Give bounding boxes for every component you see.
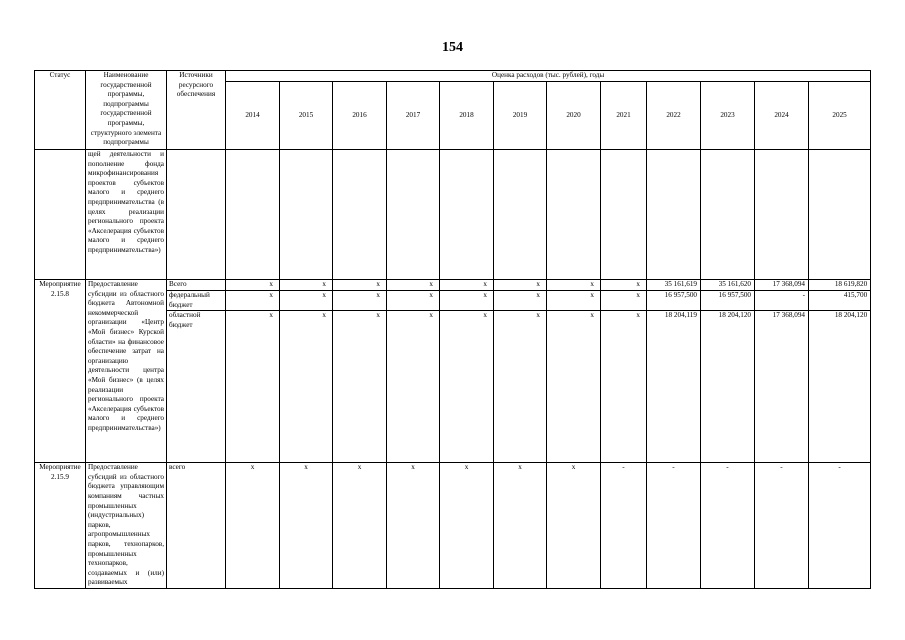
value-cell: x	[387, 311, 440, 463]
value-cell: x	[280, 311, 333, 463]
year-2016: 2016	[333, 82, 387, 150]
value-cell: 18 204,120	[701, 311, 755, 463]
value-cell	[809, 150, 871, 280]
value-cell: 16 957,500	[647, 291, 701, 311]
value-cell: -	[701, 463, 755, 589]
value-cell	[494, 150, 547, 280]
value-cell	[701, 150, 755, 280]
year-2015: 2015	[280, 82, 333, 150]
header-status: Статус	[35, 71, 86, 150]
value-cell: x	[226, 463, 280, 589]
value-cell: x	[601, 280, 647, 291]
year-2018: 2018	[440, 82, 494, 150]
value-cell: x	[387, 463, 440, 589]
value-cell: 18 619,820	[809, 280, 871, 291]
value-cell: x	[547, 280, 601, 291]
year-2020: 2020	[547, 82, 601, 150]
value-cell: x	[547, 311, 601, 463]
value-cell	[387, 150, 440, 280]
page-number: 154	[442, 40, 463, 55]
value-cell: x	[440, 291, 494, 311]
header-source: Источники ресурсного обеспечения	[167, 71, 226, 150]
source-cell: Всего	[167, 280, 226, 291]
value-cell: 35 161,619	[647, 280, 701, 291]
value-cell	[280, 150, 333, 280]
status-cell: Мероприятие 2.15.9	[35, 463, 86, 589]
value-cell: x	[547, 463, 601, 589]
value-cell: -	[755, 291, 809, 311]
value-cell: 18 204,120	[809, 311, 871, 463]
value-cell: x	[494, 291, 547, 311]
status-cell: Мероприятие 2.15.8	[35, 280, 86, 463]
value-cell: 18 204,119	[647, 311, 701, 463]
value-cell: x	[494, 463, 547, 589]
header-name: Наименование государственной программы, подпрограммы государственной программы, структурного элемента подпрограммы	[86, 71, 167, 150]
value-cell: -	[647, 463, 701, 589]
table-row	[35, 150, 871, 280]
value-cell: x	[440, 463, 494, 589]
value-cell: 17 368,094	[755, 311, 809, 463]
value-cell: x	[601, 291, 647, 311]
value-cell: 415,700	[809, 291, 871, 311]
year-2021: 2021	[601, 82, 647, 150]
source-cell	[167, 150, 226, 280]
value-cell: 35 161,620	[701, 280, 755, 291]
value-cell: 16 957,500	[701, 291, 755, 311]
value-cell: -	[601, 463, 647, 589]
value-cell: x	[387, 280, 440, 291]
value-cell	[226, 150, 280, 280]
value-cell: x	[601, 311, 647, 463]
expense-table	[34, 70, 871, 589]
value-cell	[647, 150, 701, 280]
value-cell: x	[280, 463, 333, 589]
value-cell: x	[280, 280, 333, 291]
source-cell: федеральный бюджет	[167, 291, 226, 311]
value-cell: -	[809, 463, 871, 589]
value-cell: x	[333, 291, 387, 311]
value-cell	[755, 150, 809, 280]
value-cell: -	[755, 463, 809, 589]
value-cell: x	[494, 311, 547, 463]
value-cell	[440, 150, 494, 280]
value-cell: x	[333, 311, 387, 463]
value-cell: x	[440, 311, 494, 463]
value-cell	[547, 150, 601, 280]
value-cell: x	[440, 280, 494, 291]
value-cell: x	[547, 291, 601, 311]
value-cell: x	[226, 280, 280, 291]
table-row	[35, 463, 871, 589]
value-cell: x	[494, 280, 547, 291]
year-2019: 2019	[494, 82, 547, 150]
table-row	[35, 280, 871, 291]
status-cell	[35, 150, 86, 280]
year-2022: 2022	[647, 82, 701, 150]
name-cell: Предоставление субсидии из областного бюджета Автономной некоммерческой организации «Центр «Мой бизнес» Курской области» на финансовое обеспечение затрат на организацию деятельности центра «Мой бизнес» (в целях реализации регионального проекта «Акселерация субъектов малого и среднего предпринимательства»)	[86, 280, 167, 463]
source-cell: областной бюджет	[167, 311, 226, 463]
name-cell: Предоставление субсидий из областного бюджета управляющим компаниям частных промышленных (индустриальных) парков, агропромышленных парков, технопарков, промышленных технопарков, создаваемых и (или) развиваемых	[86, 463, 167, 589]
value-cell	[601, 150, 647, 280]
year-2023: 2023	[701, 82, 755, 150]
value-cell: x	[280, 291, 333, 311]
name-cell: щей деятельности и пополнение фонда микрофинансирования проектов субъектов малого и среднего предпринимательства (в целях реализации регионального проекта «Акселерация субъектов малого и среднего предпринимательства»)	[86, 150, 167, 280]
value-cell: 17 368,094	[755, 280, 809, 291]
year-2014: 2014	[226, 82, 280, 150]
header-estimate: Оценка расходов (тыс. рублей), годы	[226, 71, 871, 82]
value-cell	[333, 150, 387, 280]
value-cell: x	[387, 291, 440, 311]
year-2024: 2024	[755, 82, 809, 150]
value-cell: x	[226, 291, 280, 311]
value-cell: x	[333, 280, 387, 291]
value-cell: x	[226, 311, 280, 463]
value-cell: x	[333, 463, 387, 589]
year-2025: 2025	[809, 82, 871, 150]
source-cell: всего	[167, 463, 226, 589]
year-2017: 2017	[387, 82, 440, 150]
